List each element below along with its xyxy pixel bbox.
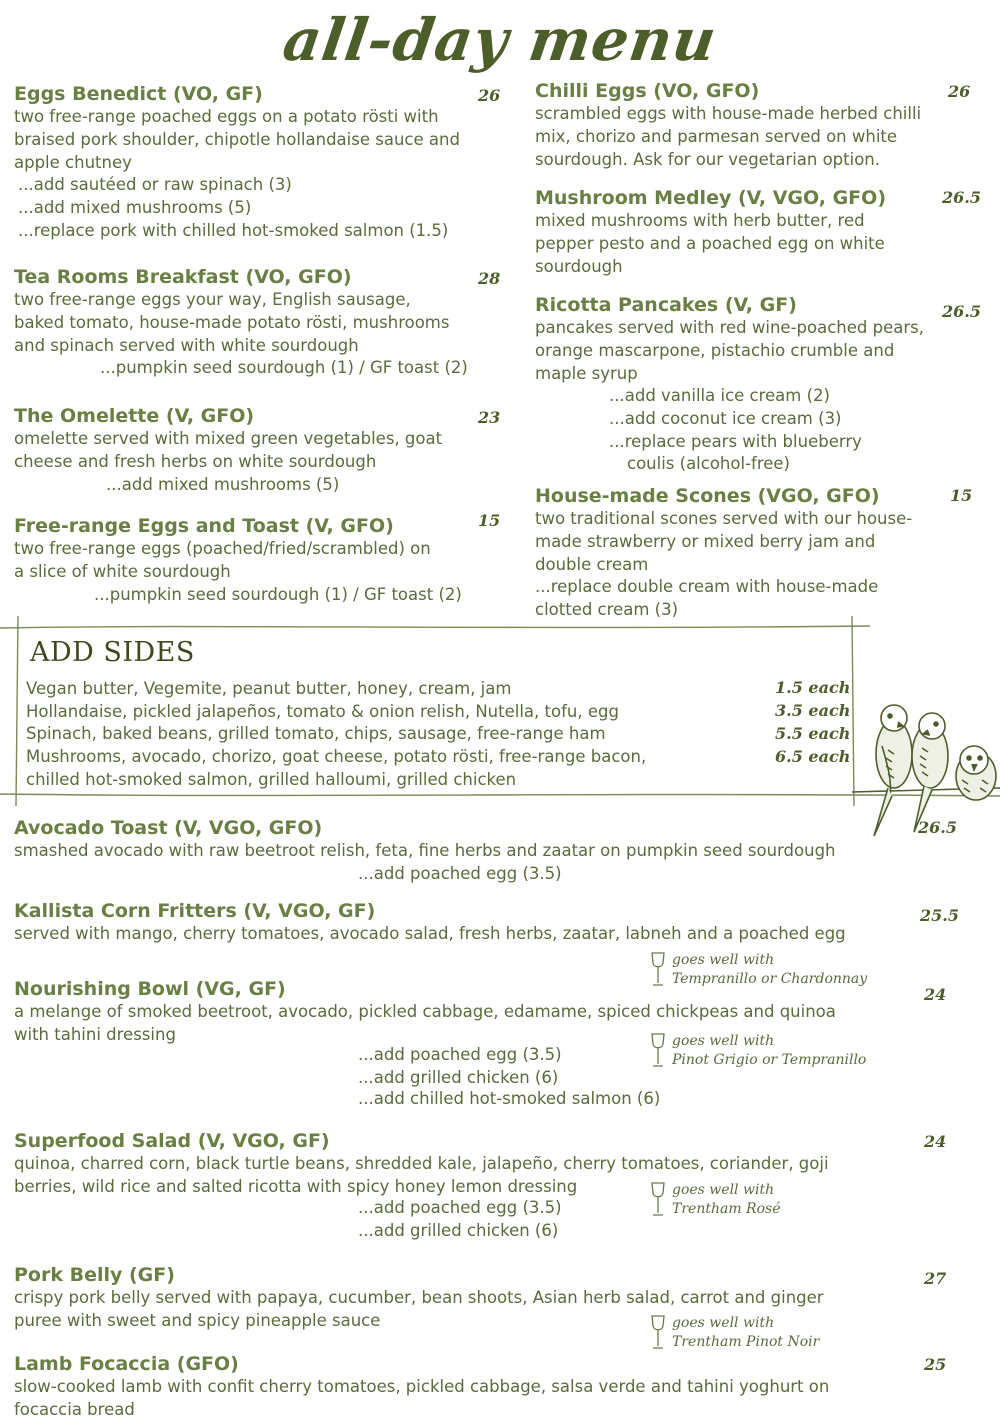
desc-line: double cream [535,554,649,574]
item-price: 26.5 [942,188,981,207]
desc-line: sourdough. Ask for our vegetarian option. [535,149,881,169]
menu-item-house-made-scones [535,484,912,622]
desc-line: smashed avocado with raw beetroot relish, feta, fine herbs and zaatar on pumpkin seed sourdough [14,841,836,860]
item-price: 15 [950,486,973,505]
desc-line: orange mascarpone, pistachio crumble and [535,340,895,360]
item-name: Eggs Benedict (VO, GF) [14,83,263,105]
item-name: Superfood Salad (V, VGO, GF) [14,1130,330,1152]
pairing-line: goes well with [672,952,775,968]
menu-item-tea-rooms-breakfast [14,265,468,380]
pairing-text [672,1314,819,1352]
item-name: Mushroom Medley (V, VGO, GFO) [535,187,886,209]
desc-line: two free-range eggs your way, English sausage, [14,290,411,309]
menu-item-free-range-eggs-toast [14,514,462,606]
desc-line: served with mango, cherry tomatoes, avocado salad, fresh herbs, zaatar, labneh and a poached egg [14,924,846,943]
desc-line: focaccia bread [14,1399,135,1419]
item-extra: ...add poached egg (3.5) [358,1198,562,1217]
desc-line: mix, chorizo and parmesan served on white [535,126,898,146]
pairing-line: Trentham Rosé [672,1201,781,1217]
desc-line: berries, wild rice and salted ricotta with spicy honey lemon dressing [14,1176,578,1196]
desc-line: pancakes served with red wine-poached pears, [535,318,924,337]
item-extra: ...add coconut ice cream (3) [609,409,842,429]
desc-line: a slice of white sourdough [14,561,231,581]
item-name: Kallista Corn Fritters (V, VGO, GF) [14,900,376,922]
desc-line: two free-range poached eggs on a potato rösti with [14,107,439,126]
wine-pairing [650,1314,819,1352]
sides-row: Mushrooms, avocado, chorizo, goat cheese, potato rösti, free-range bacon, [26,747,647,766]
item-extra: ...add chilled hot-smoked salmon (6) [358,1089,661,1109]
item-price: 28 [478,269,501,288]
menu-item-lamb-focaccia [14,1352,829,1420]
item-extra: ...add poached egg (3.5) [358,1045,562,1064]
sides-price: 6.5 each [775,747,851,766]
item-name: Avocado Toast (V, VGO, GFO) [14,817,323,839]
item-price: 24 [924,1132,947,1151]
item-extra: ...add grilled chicken (6) [358,1220,559,1240]
item-extra: ...replace pears with blueberry [609,431,862,451]
desc-line: pepper pesto and a poached egg on white [535,233,885,253]
item-description [535,508,912,622]
pairing-line: Trentham Pinot Noir [672,1334,820,1350]
desc-line: quinoa, charred corn, black turtle beans, shredded kale, jalapeño, cherry tomatoes, coriander, goji [14,1154,829,1173]
item-name: The Omelette (V, GFO) [14,405,255,427]
desc-line: made strawberry or mixed berry jam and [535,531,876,551]
item-name: Nourishing Bowl (VG, GF) [14,978,286,1000]
item-description [14,106,460,174]
item-price: 25 [924,1355,947,1374]
desc-line: omelette served with mixed green vegetables, goat [14,429,443,448]
item-extra: ...add vanilla ice cream (2) [609,386,830,406]
menu-item-ricotta-pancakes [535,293,924,473]
item-name: Free-range Eggs and Toast (V, GFO) [14,515,394,537]
item-extra: ...pumpkin seed sourdough (1) / GF toast (2) [94,584,462,604]
pairing-line: Pinot Grigio or Tempranillo [672,1052,867,1068]
item-description [14,428,442,474]
sides-price: 5.5 each [775,724,851,743]
desc-line: ...replace double cream with house-made [535,577,879,597]
wine-glass-icon [650,1032,666,1068]
item-name: Chilli Eggs (VO, GFO) [535,80,760,102]
sides-row: Vegan butter, Vegemite, peanut butter, honey, cream, jam [26,679,512,698]
item-extra: ...pumpkin seed sourdough (1) / GF toast (2) [100,358,468,378]
desc-line: with tahini dressing [14,1024,176,1044]
item-price: 26 [948,82,971,101]
item-price: 24 [924,985,947,1004]
sides-row: chilled hot-smoked salmon, grilled halloumi, grilled chicken [26,770,517,789]
pairing-line: Tempranillo or Chardonnay [672,971,868,987]
desc-line: apple chutney [14,152,132,172]
menu-item-kallista-corn-fritters [14,899,846,946]
item-price: 23 [478,408,501,427]
item-price: 27 [924,1269,947,1288]
pairing-line: goes well with [672,1182,775,1198]
desc-line: two traditional scones served with our house- [535,509,913,528]
item-extra: ...add poached egg (3.5) [358,863,562,883]
item-extra: ...add sautéed or raw spinach (3) [18,175,292,195]
menu-title: all-day menu [279,6,721,74]
desc-line: scrambled eggs with house-made herbed chilli [535,104,922,123]
sides-row: Spinach, baked beans, grilled tomato, chips, sausage, free-range ham [26,724,606,743]
menu-item-avocado-toast [14,816,836,886]
item-extra: ...add grilled chicken (6) [358,1067,559,1087]
desc-line: and spinach served with white sourdough [14,335,359,355]
desc-line: mixed mushrooms with herb butter, red [535,211,865,230]
item-name: Tea Rooms Breakfast (VO, GFO) [14,266,352,288]
item-name: Ricotta Pancakes (V, GF) [535,294,797,316]
item-price: 26 [478,86,501,105]
wine-pairing [650,1032,866,1070]
item-price: 26.5 [942,302,981,321]
desc-line: baked tomato, house-made potato rösti, mushrooms [14,312,450,332]
pairing-line: goes well with [672,1315,775,1331]
menu-item-omelette [14,404,442,496]
item-description [535,103,921,171]
pairing-text [672,1181,781,1219]
wine-glass-icon [650,1181,666,1217]
item-name: Pork Belly (GF) [14,1264,175,1286]
desc-line: maple syrup [535,363,638,383]
item-extra: ...add mixed mushrooms (5) [106,474,340,494]
sides-row: Hollandaise, pickled jalapeños, tomato & onion relish, Nutella, tofu, egg [26,702,619,721]
desc-line: cheese and fresh herbs on white sourdough [14,451,377,471]
menu-item-mushroom-medley [535,186,886,278]
desc-line: braised pork shoulder, chipotle hollandaise sauce and [14,129,460,149]
item-description [535,317,924,385]
item-price: 26.5 [918,818,957,837]
desc-line: clotted cream (3) [535,600,679,620]
item-name: House-made Scones (VGO, GFO) [535,485,880,507]
menu-item-chilli-eggs [535,79,921,171]
pairing-text [672,1032,866,1070]
desc-line: a melange of smoked beetroot, avocado, pickled cabbage, edamame, spiced chickpeas and quinoa [14,1002,836,1021]
superfood-salad-extras [358,1197,562,1241]
pairing-line: goes well with [672,1033,775,1049]
nourishing-bowl-extras [358,1044,660,1110]
item-name: Lamb Focaccia (GFO) [14,1353,239,1375]
sides-price: 1.5 each [775,678,851,697]
item-price: 25.5 [920,906,959,925]
desc-line: two free-range eggs (poached/fried/scrambled) on [14,539,431,558]
item-price: 15 [478,511,501,530]
desc-line: puree with sweet and spicy pineapple sauce [14,1310,381,1330]
sides-title: ADD SIDES [30,637,195,668]
item-description [14,538,462,584]
wine-glass-icon [650,1314,666,1350]
wine-pairing [650,1181,781,1219]
desc-line: sourdough [535,256,623,276]
item-extra: coulis (alcohol-free) [627,453,790,473]
desc-line: slow-cooked lamb with confit cherry tomatoes, pickled cabbage, salsa verde and tahini yoghurt on [14,1377,830,1396]
sides-price: 3.5 each [775,701,851,720]
item-description [535,210,886,278]
desc-line: crispy pork belly served with papaya, cucumber, bean shoots, Asian herb salad, carrot and ginger [14,1288,824,1307]
item-description [14,289,468,357]
item-extra: ...replace pork with chilled hot-smoked salmon (1.5) [18,220,449,240]
item-extra: ...add mixed mushrooms (5) [18,198,252,218]
menu-item-eggs-benedict [14,82,460,243]
